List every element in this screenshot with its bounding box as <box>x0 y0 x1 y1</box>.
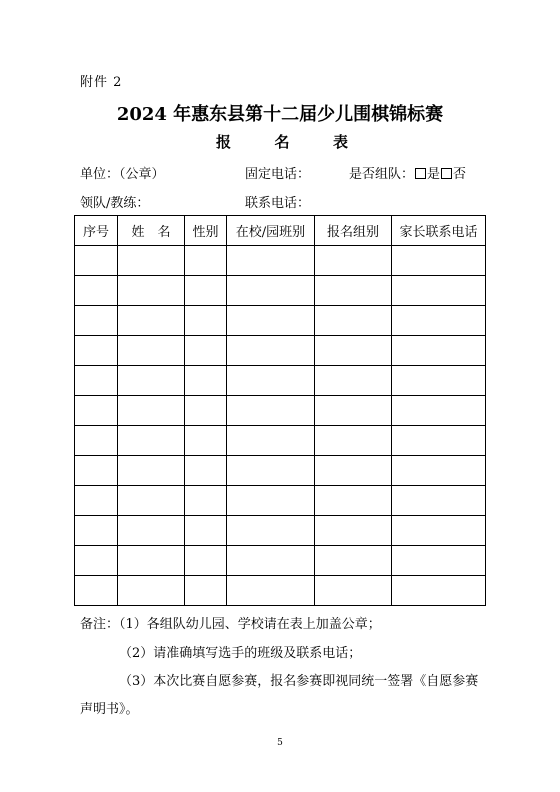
table-cell[interactable] <box>75 456 118 486</box>
table-cell[interactable] <box>118 276 185 306</box>
page-number: 5 <box>277 738 283 748</box>
table-row <box>75 336 486 366</box>
team-yes-label: 是 <box>427 167 441 182</box>
table-cell[interactable] <box>227 486 315 516</box>
table-cell[interactable] <box>227 516 315 546</box>
table-row <box>75 576 486 606</box>
table-cell[interactable] <box>75 516 118 546</box>
table-cell[interactable] <box>118 306 185 336</box>
table-row <box>75 546 486 576</box>
form-subtitle <box>216 131 348 152</box>
table-cell[interactable] <box>75 546 118 576</box>
table-cell[interactable] <box>392 546 486 576</box>
table-row <box>75 456 486 486</box>
table-cell[interactable] <box>118 546 185 576</box>
table-cell[interactable] <box>185 396 227 426</box>
team-question-label: 是否组队： <box>349 167 415 182</box>
table-cell[interactable] <box>185 426 227 456</box>
subtitle-char-2: 名 <box>274 133 290 151</box>
table-cell[interactable] <box>185 456 227 486</box>
table-cell[interactable] <box>75 246 118 276</box>
table-cell[interactable] <box>392 306 486 336</box>
table-body <box>75 246 486 606</box>
header-serial-number: 序号 <box>75 216 118 246</box>
table-row <box>75 486 486 516</box>
table-cell[interactable] <box>392 366 486 396</box>
team-no-checkbox[interactable] <box>441 168 452 179</box>
attachment-label: 附件 2 <box>80 75 123 90</box>
table-cell[interactable] <box>227 336 315 366</box>
subtitle-char-1: 报 <box>216 133 232 151</box>
table-row <box>75 516 486 546</box>
table-cell[interactable] <box>118 456 185 486</box>
header-name: 姓 名 <box>118 216 185 246</box>
table-cell[interactable] <box>75 366 118 396</box>
table-cell[interactable] <box>75 336 118 366</box>
note-line-3: （3）本次比赛自愿参赛，报名参赛即视同统一签署《自愿参赛 <box>119 674 479 689</box>
table-header-row <box>75 216 486 246</box>
header-entry-group: 报名组别 <box>315 216 392 246</box>
table-cell[interactable] <box>227 426 315 456</box>
table-cell[interactable] <box>185 546 227 576</box>
table-cell[interactable] <box>315 276 392 306</box>
table-cell[interactable] <box>392 486 486 516</box>
note-line-2: （2）请准确填写选手的班级及联系电话； <box>119 646 362 661</box>
table-cell[interactable] <box>227 396 315 426</box>
table-cell[interactable] <box>118 336 185 366</box>
table-cell[interactable] <box>392 396 486 426</box>
table-cell[interactable] <box>185 336 227 366</box>
table-cell[interactable] <box>185 516 227 546</box>
table-cell[interactable] <box>185 366 227 396</box>
table-cell[interactable] <box>118 576 185 606</box>
table-cell[interactable] <box>315 516 392 546</box>
table-cell[interactable] <box>75 426 118 456</box>
team-no-label: 否 <box>453 167 467 182</box>
table-cell[interactable] <box>315 576 392 606</box>
table-cell[interactable] <box>315 546 392 576</box>
table-cell[interactable] <box>392 516 486 546</box>
table-cell[interactable] <box>185 576 227 606</box>
fixed-phone-label: 固定电话： <box>245 167 311 182</box>
table-row <box>75 246 486 276</box>
table-cell[interactable] <box>392 246 486 276</box>
table-cell[interactable] <box>118 486 185 516</box>
table-cell[interactable] <box>118 366 185 396</box>
header-school-class: 在校/园班别 <box>227 216 315 246</box>
table-cell[interactable] <box>392 336 486 366</box>
table-cell[interactable] <box>185 276 227 306</box>
table-row <box>75 276 486 306</box>
document-title: 2024 年惠东县第十二届少儿围棋锦标赛 <box>116 104 444 125</box>
table-cell[interactable] <box>75 306 118 336</box>
table-cell[interactable] <box>392 276 486 306</box>
table-cell[interactable] <box>227 366 315 396</box>
table-cell[interactable] <box>392 576 486 606</box>
table-cell[interactable] <box>315 336 392 366</box>
registration-table <box>74 215 486 606</box>
table-cell[interactable] <box>185 306 227 336</box>
table-cell[interactable] <box>315 396 392 426</box>
table-cell[interactable] <box>118 396 185 426</box>
table-row <box>75 366 486 396</box>
table-cell[interactable] <box>315 306 392 336</box>
table-cell[interactable] <box>75 486 118 516</box>
table-cell[interactable] <box>227 456 315 486</box>
table-cell[interactable] <box>227 246 315 276</box>
team-option-group <box>349 163 466 182</box>
header-parent-phone: 家长联系电话 <box>392 216 486 246</box>
table-cell[interactable] <box>315 246 392 276</box>
contact-phone-label: 联系电话： <box>245 196 311 211</box>
table-cell[interactable] <box>118 246 185 276</box>
table-cell[interactable] <box>118 426 185 456</box>
table-cell[interactable] <box>315 456 392 486</box>
table-cell[interactable] <box>227 276 315 306</box>
table-cell[interactable] <box>227 546 315 576</box>
table-cell[interactable] <box>75 576 118 606</box>
leader-coach-label: 领队/教练： <box>80 196 150 211</box>
subtitle-char-3: 表 <box>332 133 348 151</box>
table-cell[interactable] <box>75 396 118 426</box>
unit-field-label: 单位：（公章） <box>80 167 165 182</box>
table-cell[interactable] <box>118 516 185 546</box>
table-cell[interactable] <box>315 426 392 456</box>
table-row <box>75 426 486 456</box>
note-line-4: 声明书》。 <box>80 702 139 717</box>
table-cell[interactable] <box>392 426 486 456</box>
team-yes-checkbox[interactable] <box>415 168 426 179</box>
table-cell[interactable] <box>75 276 118 306</box>
table-cell[interactable] <box>392 456 486 486</box>
table-cell[interactable] <box>227 576 315 606</box>
table-cell[interactable] <box>185 246 227 276</box>
table-row <box>75 306 486 336</box>
table-cell[interactable] <box>227 306 315 336</box>
table-cell[interactable] <box>315 366 392 396</box>
note-line-1: 备注：（1）各组队幼儿园、学校请在表上加盖公章； <box>80 617 381 632</box>
header-gender: 性别 <box>185 216 227 246</box>
table-cell[interactable] <box>185 486 227 516</box>
table-row <box>75 396 486 426</box>
table-cell[interactable] <box>315 486 392 516</box>
